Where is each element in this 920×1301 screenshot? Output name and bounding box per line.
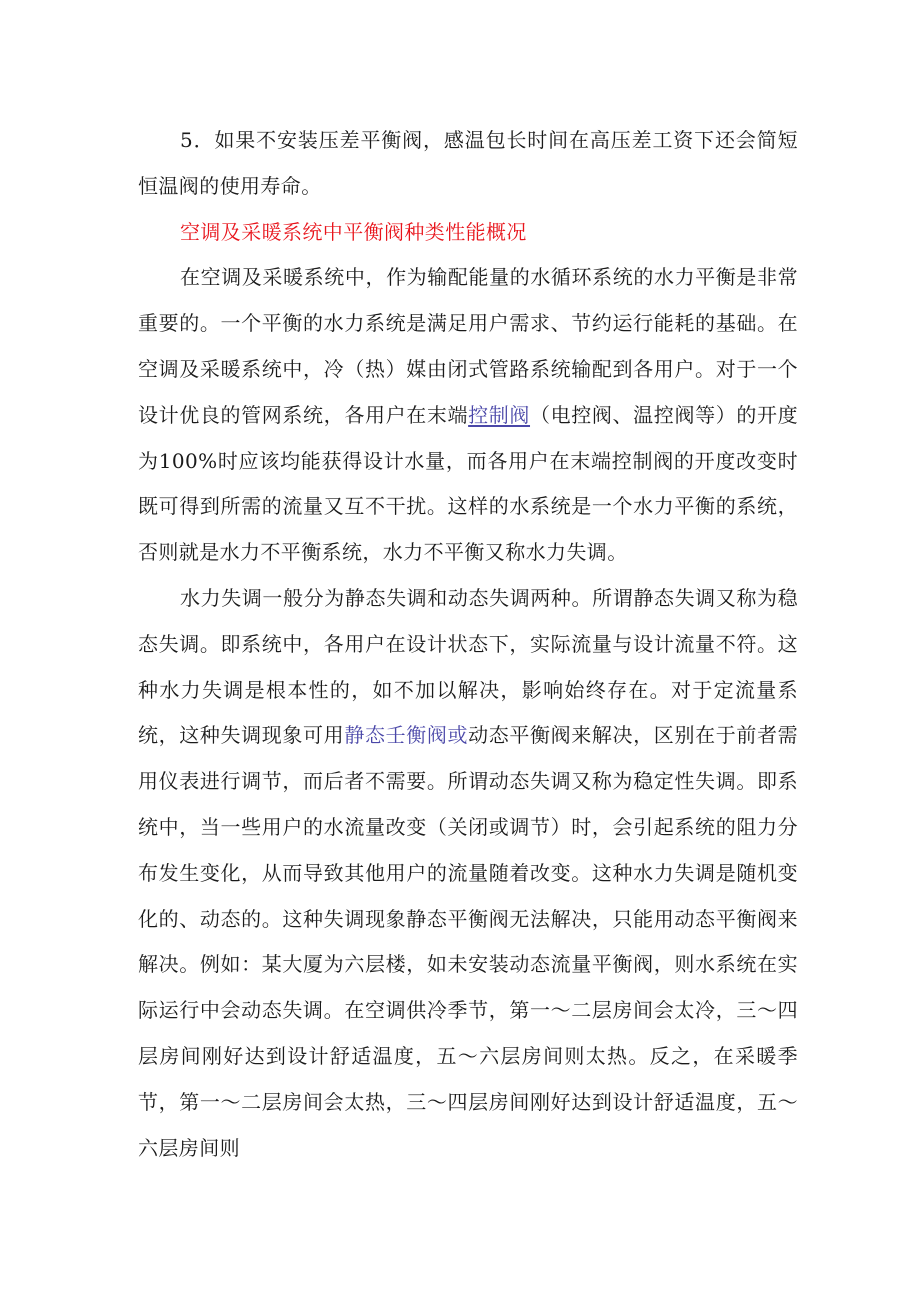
- document-page: [138, 118, 798, 1171]
- paragraph-item-5: [138, 118, 798, 210]
- paragraph-2-text-before: 水力失调一般分为静态失调和动态失调两种。所谓静态失调又称为稳态失调。即系统中，各用户在设计状态下，实际流量与设计流量不符。这种水力失调是根本性的，如不加以解决，影响始终存在。对于定流量系统，这种失调现象可用: [138, 585, 798, 748]
- paragraph-hydraulic-balance: [138, 255, 798, 576]
- control-valve-link[interactable]: 控制阀: [468, 402, 531, 427]
- paragraph-1-text-before: 在空调及采暖系统中，作为输配能量的水循环系统的水力平衡是非常重要的。一个平衡的水力系统是满足用户需求、节约运行能耗的基础。在空调及采暖系统中，冷（热）媒由闭式管路系统输配到各用户。对于一个设计优良的管网系统，各用户在末端: [138, 265, 798, 427]
- paragraph-hydraulic-imbalance: [138, 576, 798, 1171]
- paragraph-2-text-after: 动态平衡阀来解决，区别在于前者需用仪表进行调节，而后者不需要。所谓动态失调又称为稳定性失调。即系统中，当一些用户的水流量改变（关闭或调节）时，会引起系统的阻力分布发生变化，从而导致其他用户的流量随着改变。这种水力失调是随机变化的、动态的。这种失调现象静态平衡阀无法解决，只能用动态平衡阀来解决。例如：某大厦为六层楼，如未安装动态流量平衡阀，则水系统在实际运行中会动态失调。在空调供冷季节，第一～二层房间会太冷，三～四层房间刚好达到设计舒适温度，五～六层房间则太热。反之，在采暖季节，第一～二层房间会太热，三～四层房间刚好达到设计舒适温度，五～六层房间则: [138, 723, 799, 1160]
- paragraph-1-text-after: （电控阀、温控阀等）的开度为100%时应该均能获得设计水量，而各用户在末端控制阀的开度改变时既可得到所需的流量又互不干扰。这样的水系统是一个水力平衡的系统，否则就是水力不平衡系统，水力不平衡又称水力失调。: [138, 402, 798, 565]
- section-heading: 空调及采暖系统中平衡阀种类性能概况: [180, 219, 527, 244]
- item-5-text: 5．如果不安装压差平衡阀，感温包长时间在高压差工资下还会简短恒温阀的使用寿命。: [138, 128, 798, 198]
- static-balance-valve-link[interactable]: 静态壬衡阀或: [344, 723, 469, 748]
